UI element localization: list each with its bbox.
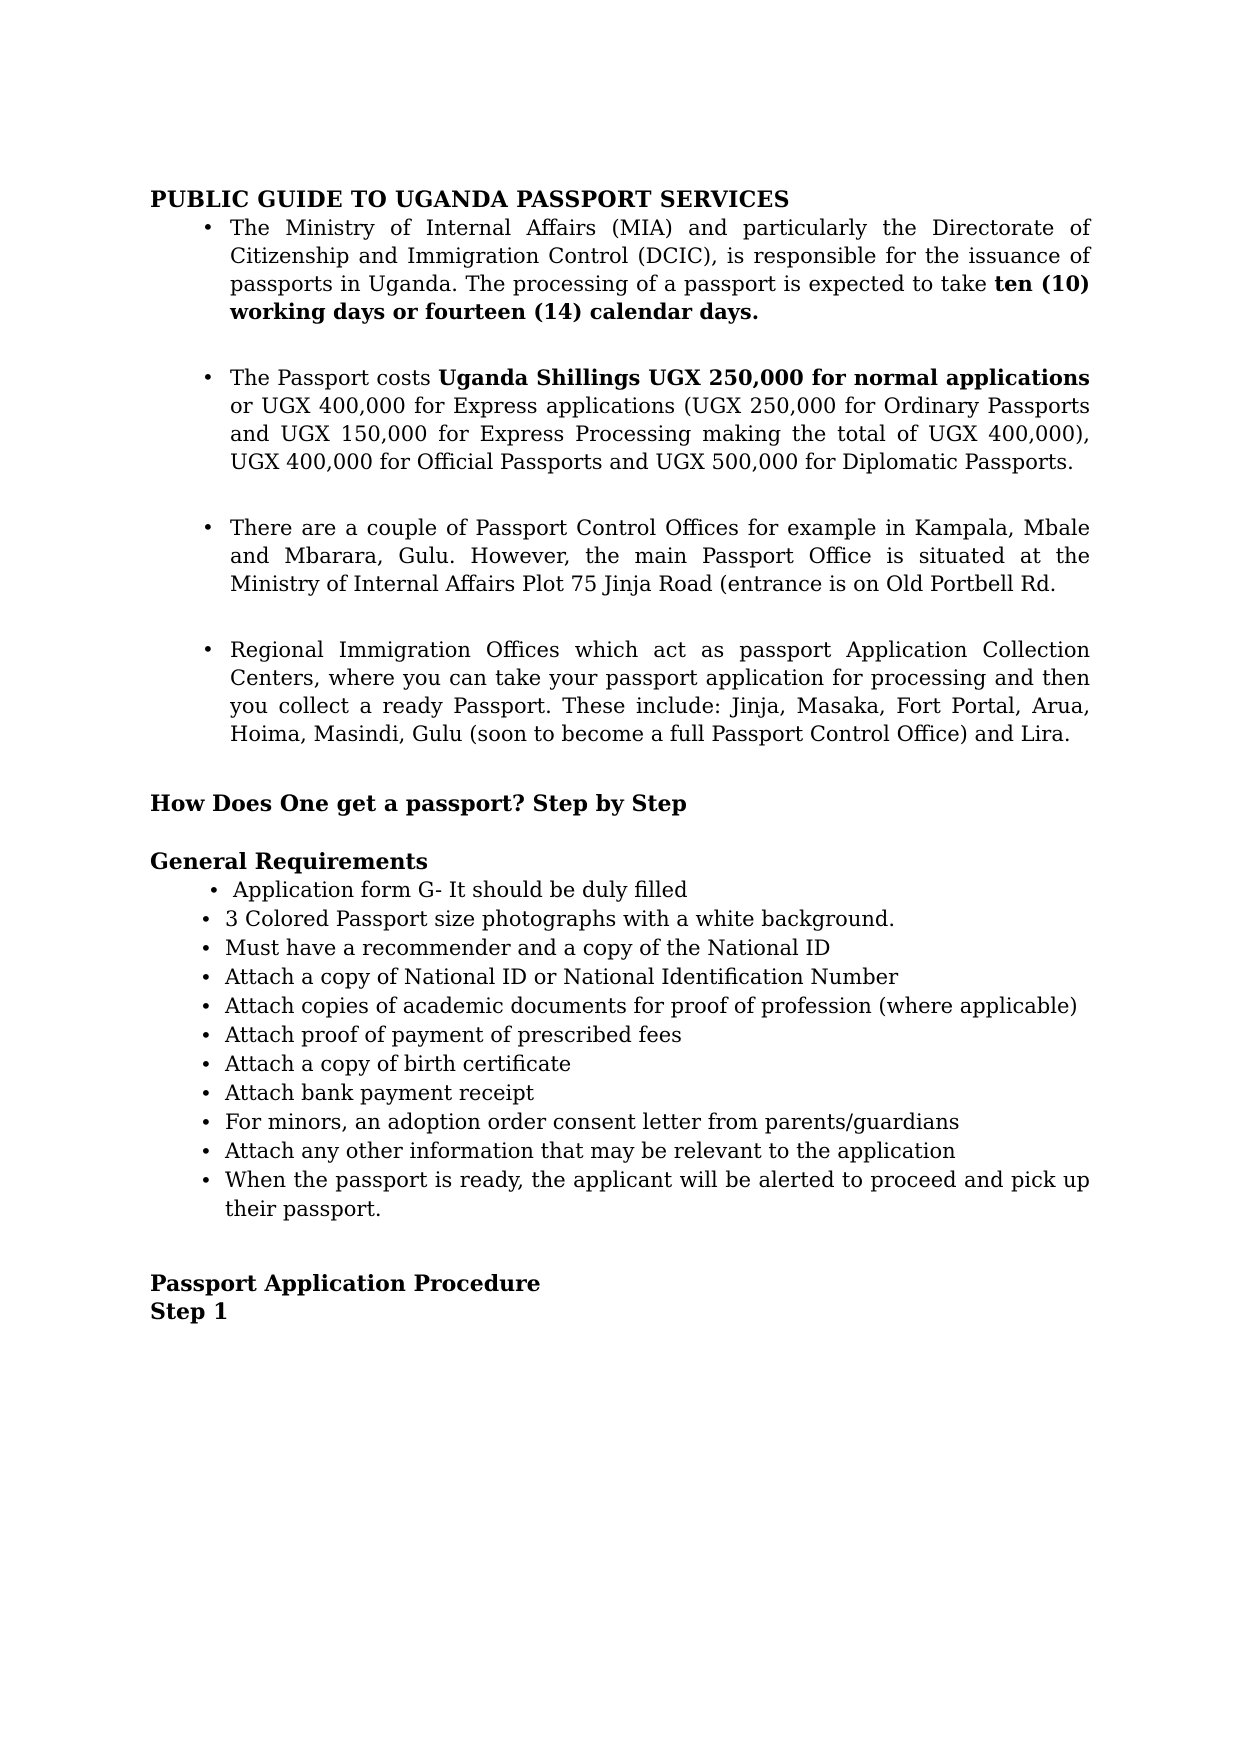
requirement-text-11: When the passport is ready, the applicant will be alerted to proceed and pick up their passport. [225,1168,1090,1221]
intro-bold-text-2: Uganda Shillings UGX 250,000 for normal applications [438,365,1090,390]
bullet-icon: • [200,936,212,960]
bullet-icon: • [202,215,214,239]
requirement-text-8: Attach bank payment receipt [225,1081,535,1105]
intro-bullet-list [150,214,1090,748]
requirement-item-1 [150,876,1090,905]
bullet-icon: • [200,1139,212,1163]
requirement-text-10: Attach any other information that may be relevant to the application [225,1139,956,1163]
requirement-text-4: Attach a copy of National ID or National Identification Number [225,965,899,989]
bullet-icon: • [202,637,214,661]
intro-text-4: Regional Immigration Offices which act as passport Application Collection Centers, where you can take your passport application for processing and then you collect a ready Passport. These include: Jinja, Masaka, Fort Portal, Arua, Hoima, Masindi, Gulu (soon to become a full Passport Control Office) and Lira. [230,638,1090,746]
requirement-text-2: 3 Colored Passport size photographs with a white background. [225,907,895,931]
requirement-item-11 [150,1166,1090,1224]
bullet-icon: • [202,365,214,389]
requirement-text-7: Attach a copy of birth certificate [225,1052,572,1076]
intro-bullet-item-2 [150,364,1090,476]
bullet-icon: • [202,515,214,539]
heading-how-to-get-passport: How Does One get a passport? Step by Step [150,791,687,817]
intro-bullet-item-4 [150,636,1090,748]
bullet-icon: • [208,878,220,902]
requirement-item-3 [150,934,1090,963]
requirement-item-7 [150,1050,1090,1079]
heading-general-requirements: General Requirements [150,849,429,875]
requirement-text-5: Attach copies of academic documents for proof of profession (where applicable) [225,994,1078,1018]
intro-bold-text-1: ten (10) working days or fourteen (14) calendar days. [230,271,1090,324]
heading-passport-application-procedure: Passport Application Procedure [150,1271,541,1297]
requirement-text-3: Must have a recommender and a copy of the National ID [225,936,831,960]
requirement-text-1: Application form G- It should be duly filled [233,878,688,902]
bullet-icon: • [200,1168,212,1192]
intro-text-1: The Ministry of Internal Affairs (MIA) and particularly the Directorate of Citizenship and Immigration Control (DCIC), is responsible for the issuance of passports in Uganda. The processing of a passport is expected to take [230,216,1090,296]
requirement-item-6 [150,1021,1090,1050]
bullet-icon: • [200,1052,212,1076]
requirement-item-4 [150,963,1090,992]
intro-bullet-item-1 [150,214,1090,326]
intro-text-2b: or UGX 400,000 for Express applications (UGX 250,000 for Ordinary Passports and UGX 150,000 for Express Processing making the total of UGX 400,000), UGX 400,000 for Official Passports and UGX 500,000 for Diplomatic Passports. [230,394,1090,474]
requirement-item-9 [150,1108,1090,1137]
requirement-item-10 [150,1137,1090,1166]
requirements-list [150,876,1090,1224]
document-title: PUBLIC GUIDE TO UGANDA PASSPORT SERVICES [150,187,790,213]
intro-text-3: There are a couple of Passport Control Offices for example in Kampala, Mbale and Mbarara, Gulu. However, the main Passport Office is situated at the Ministry of Internal Affairs Plot 75 Jinja Road (entrance is on Old Portbell Rd. [230,516,1090,596]
bullet-icon: • [200,1110,212,1134]
requirement-text-9: For minors, an adoption order consent letter from parents/guardians [225,1110,960,1134]
heading-step-1: Step 1 [150,1299,229,1325]
requirement-item-2 [150,905,1090,934]
bullet-icon: • [200,965,212,989]
bullet-icon: • [200,994,212,1018]
bullet-icon: • [200,1081,212,1105]
requirement-item-8 [150,1079,1090,1108]
requirement-text-6: Attach proof of payment of prescribed fees [225,1023,682,1047]
bullet-icon: • [200,907,212,931]
requirement-item-5 [150,992,1090,1021]
bullet-icon: • [200,1023,212,1047]
intro-bullet-item-3 [150,514,1090,598]
intro-text-2a: The Passport costs [230,366,439,390]
